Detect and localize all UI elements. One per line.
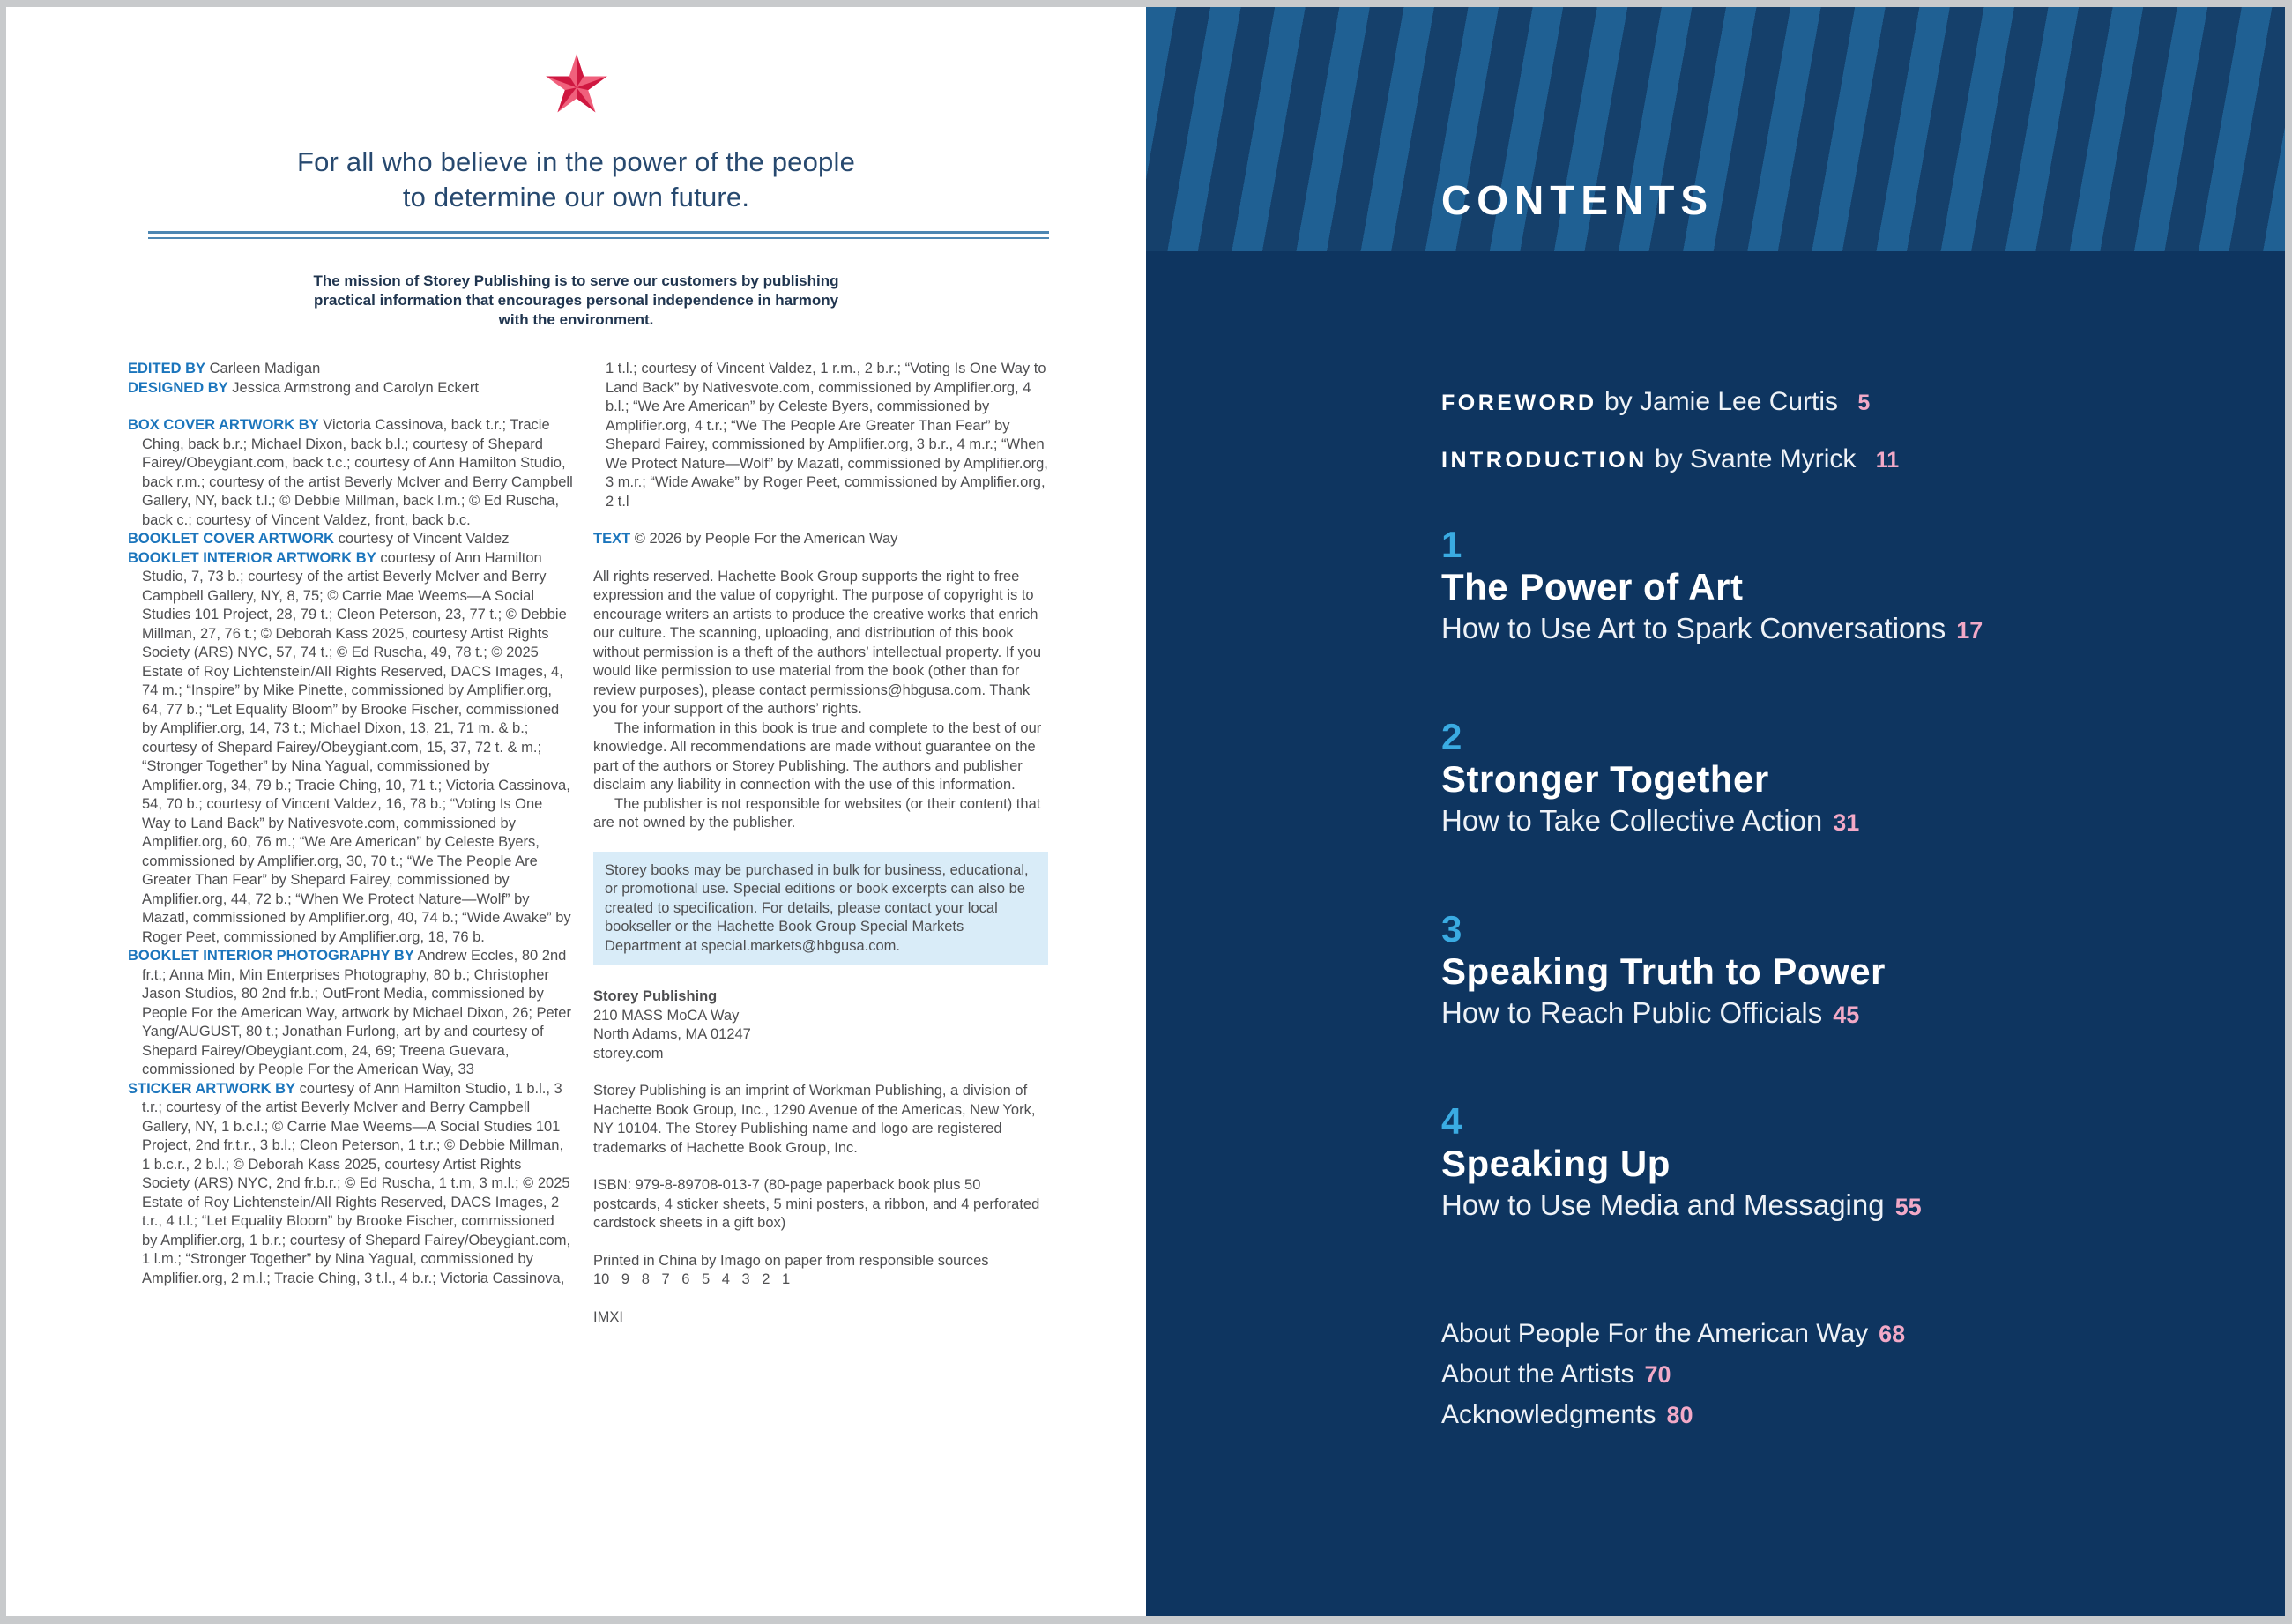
- toc-chapter-3: [1441, 910, 2252, 1033]
- toc-entry-label: INTRODUCTION: [1441, 448, 1648, 473]
- publisher-address: [593, 987, 1048, 1063]
- toc-page-number: 31: [1833, 809, 1860, 836]
- credits-column-right: [593, 360, 1048, 1327]
- toc-chapters: [1441, 525, 2252, 1225]
- credit-label: BOX COVER ARTWORK BY: [128, 417, 319, 433]
- toc-entry-byline: by Svante Myrick: [1655, 444, 1857, 473]
- chapter-title: Speaking Truth to Power: [1441, 950, 1886, 992]
- credit-label: STICKER ARTWORK BY: [128, 1080, 296, 1097]
- toc-page-number: 17: [1956, 617, 1983, 644]
- bulk-purchase-note: [593, 852, 1048, 966]
- toc-entry-label: About People For the American Way: [1441, 1319, 1869, 1348]
- toc-entry-label: FOREWORD: [1441, 391, 1597, 415]
- printed-line: Printed in China by Imago on paper from responsible sources: [593, 1252, 989, 1269]
- credit-label: BOOKLET INTERIOR ARTWORK BY: [128, 549, 376, 566]
- book-spread: [6, 7, 2285, 1616]
- credit-continuation: 1 t.l.; courtesy of Vincent Valdez, 1 r.m., 2 b.r.; “Voting Is One Way to Land Back” by Nativesvote.com, commissioned by Amplifier.org, 4 b.l.; “We Are American” by Celeste Byers, commissioned by Amplifier.org, 4 t.r.; “We The People Are Greater Than Fear” by Shepard Fairey, commissioned by Amplifier.org, 3 b.r., 4 m.r.; “When We Protect Nature—Wolf” by Mazatl, commissioned by Amplifier.org, 3 m.r.; “Wide Awake” by Roger Peet, commissioned by Amplifier.org, 2 t.l: [606, 361, 1048, 510]
- publisher-website: storey.com: [593, 1045, 664, 1062]
- spacer: [128, 398, 573, 416]
- toc-foreword: [1441, 386, 2252, 419]
- dedication-line-1: For all who believe in the power of the people: [296, 146, 856, 177]
- toc-page-number: 68: [1879, 1321, 1906, 1347]
- toc-backmatter: [1441, 1314, 2252, 1435]
- chapter-subtitle-row: [1441, 995, 2252, 1033]
- credit-text: courtesy of Ann Hamilton Studio, 1 b.l., 3 t.r.; courtesy of the artist Beverly McIver and Berry Campbell Gallery, NY, 1 b.c.l.; © Carrie Mae Weems—A Social Studies 101 Project, 2nd fr.t.r., 3 b.l.; Cleon Peterson, 1 t.r.; © Debbie Millman, 1 b.c.r., 2 b.l.; © Deborah Kass 2025, courtesy Artist Rights Society (ARS) NYC, 2nd fr.b.r.; © Ed Ruscha, 1 t.m, 3 m.l.; © 2025 Estate of Roy Lichtenstein/All Rights Reserved, DACS Images, 2 t.r., 4 t.l.; “Let Equality Bloom” by Brooke Fischer, commissioned by Amplifier.org, 1 b.r.; courtesy of Shepard Fairey/Obeygiant.com, 1 l.m.; “Stronger Together” by Nina Yagual, commissioned by Amplifier.org, 2 m.l.; Tracie Ching, 3 t.l., 4 b.r.; Victoria Cassinova,: [142, 1080, 571, 1286]
- chapter-subtitle: How to Use Art to Spark Conversations: [1441, 612, 1946, 644]
- stripes-banner: [1146, 7, 2285, 251]
- mission-statement: The mission of Storey Publishing is to serve our customers by publishing practical information that encourages personal independence in harmony with the environment.: [313, 272, 839, 328]
- credit-sticker-artwork: [128, 1080, 573, 1289]
- credit-text: Jessica Armstrong and Carolyn Eckert: [232, 379, 479, 396]
- rights-paragraph-2: The information in this book is true and complete to the best of our knowledge. All recommendations are made without guarantee on the part of the authors or Storey Publishing. The authors and publisher disclaim any liability in connection with the use of this information.: [593, 719, 1042, 793]
- credits-column-left: [128, 360, 573, 1288]
- dedication: [6, 145, 1146, 215]
- credit-text: © 2026 by People For the American Way: [634, 531, 898, 547]
- credit-designed-by: [128, 379, 573, 399]
- toc-chapter-4: [1441, 1102, 2252, 1225]
- copyright-page: [6, 7, 1146, 1616]
- chapter-subtitle: How to Take Collective Action: [1441, 804, 1823, 837]
- chapter-subtitle-row: [1441, 802, 2252, 841]
- publisher-name: Storey Publishing: [593, 988, 718, 1004]
- printer-code: IMXI: [593, 1308, 623, 1325]
- toc-page-number: 70: [1644, 1361, 1671, 1388]
- chapter-subtitle: How to Use Media and Messaging: [1441, 1188, 1885, 1221]
- credit-booklet-cover-artwork: [128, 530, 573, 549]
- star-icon: [543, 51, 610, 125]
- toc-page-number: 5: [1857, 391, 1871, 415]
- credit-label: DESIGNED BY: [128, 379, 228, 396]
- bulk-purchase-text: Storey books may be purchased in bulk for business, educational, or promotional use. Special editions or book excerpts can also be created to specification. For details, please contact your local bookseller or the Hachette Book Group Special Markets Department at special.markets@hbgusa.com.: [605, 861, 1029, 954]
- toc-page-number: 45: [1833, 1002, 1860, 1028]
- toc-introduction: [1441, 443, 2252, 476]
- credit-text: Victoria Cassinova, back t.r.; Tracie Ching, back b.r.; Michael Dixon, back b.l.; courtesy of Shepard Fairey/Obeygiant.com, back t.c.; courtesy of Ann Hamilton Studio, back r.m.; courtesy of the artist Beverly McIver and Berry Campbell Gallery, NY, back t.l.; © Debbie Millman, back l.m.; © Ed Ruscha, back c.; courtesy of Vincent Valdez, front, back b.c.: [142, 417, 573, 528]
- chapter-subtitle: How to Reach Public Officials: [1441, 996, 1823, 1029]
- table-of-contents: [1441, 386, 2252, 1435]
- chapter-number: 3: [1441, 908, 1462, 950]
- credit-label: BOOKLET INTERIOR PHOTOGRAPHY BY: [128, 948, 414, 964]
- chapter-number: 1: [1441, 524, 1462, 565]
- credit-box-cover-artwork: [128, 416, 573, 530]
- dedication-line-2: to determine our own future.: [402, 182, 750, 212]
- contents-page: [1146, 7, 2285, 1616]
- rights-paragraph-1: All rights reserved. Hachette Book Group supports the right to free expression and the value of copyright. The purpose of copyright is to encourage writers an artists to produce the creative works that enrich our culture. The scanning, uploading, and distribution of this book without permission is a theft of the authors’ intellectual property. If you would like permission to use material from the book (other than for review purposes), please contact permissions@hbgusa.com. Thank you for your support of the authors’ rights.: [593, 568, 1042, 717]
- address-line-1: 210 MASS MoCA Way: [593, 1007, 740, 1024]
- credit-text-copyright: [593, 530, 1048, 549]
- toc-acknowledgments: [1441, 1395, 2252, 1435]
- toc-about-artists: [1441, 1354, 2252, 1395]
- contents-title: CONTENTS: [1441, 177, 1714, 223]
- toc-about-pfaw: [1441, 1314, 2252, 1354]
- chapter-number: 2: [1441, 716, 1462, 757]
- chapter-subtitle-row: [1441, 1187, 2252, 1225]
- toc-entry-label: Acknowledgments: [1441, 1400, 1656, 1429]
- print-run-line: 10 9 8 7 6 5 4 3 2 1: [593, 1271, 791, 1287]
- toc-entry-label: About the Artists: [1441, 1360, 1634, 1389]
- isbn-line: ISBN: 979-8-89708-013-7 (80-page paperback book plus 50 postcards, 4 sticker sheets, 5 mini posters, a ribbon, and 4 perforated cardstock sheets in a gift box): [593, 1177, 1040, 1231]
- rights-paragraph-3: The publisher is not responsible for websites (or their content) that are not owned by the publisher.: [593, 795, 1041, 831]
- credit-booklet-interior-artwork: [128, 549, 573, 948]
- toc-entry-byline: by Jamie Lee Curtis: [1604, 387, 1839, 416]
- imprint-paragraph: Storey Publishing is an imprint of Workman Publishing, a division of Hachette Book Group, Inc., 1290 Avenue of the Americas, New York, NY 10104. The Storey Publishing name and logo are registered trademarks of Hachette Book Group, Inc.: [593, 1083, 1036, 1156]
- toc-chapter-1: [1441, 525, 2252, 649]
- credit-edited-by: [128, 360, 573, 379]
- toc-page-number: 80: [1666, 1402, 1693, 1428]
- divider-rule: [148, 231, 1049, 239]
- toc-page-number: 55: [1894, 1194, 1922, 1220]
- credit-label: TEXT: [593, 531, 631, 547]
- credit-label: BOOKLET COVER ARTWORK: [128, 531, 335, 547]
- credit-booklet-interior-photography: [128, 947, 573, 1080]
- chapter-title: Stronger Together: [1441, 758, 1769, 800]
- credit-text: courtesy of Vincent Valdez: [338, 531, 510, 547]
- chapter-title: Speaking Up: [1441, 1143, 1671, 1184]
- credit-text: Carleen Madigan: [209, 361, 321, 376]
- address-line-2: North Adams, MA 01247: [593, 1026, 751, 1042]
- credit-label: EDITED BY: [128, 361, 206, 376]
- credit-text: Andrew Eccles, 80 2nd fr.t.; Anna Min, Min Enterprises Photography, 80 b.; Christopher Jason Studios, 80 2nd fr.b.; OutFront Media, commissioned by People For the American Way, artwork by Michael Dixon, 26; Peter Yang/AUGUST, 80 t.; Jonathan Furlong, art by and courtesy of Shepard Fairey/Obeygiant.com, 24, 69; Treena Guevara, commissioned by People For the American Way, 33: [142, 948, 571, 1077]
- credit-text: courtesy of Ann Hamilton Studio, 7, 73 b.; courtesy of the artist Beverly McIver and Berry Campbell Gallery, NY, 8, 75; © Carrie Mae Weems—A Social Studies 101 Project, 28, 79 t.; Cleon Peterson, 23, 77 t.; © Debbie Millman, 27, 76 t.; © Deborah Kass 2025, courtesy Artist Rights Society (ARS) NYC, 57, 74 t.; © Ed Ruscha, 49, 78 t.; © 2025 Estate of Roy Lichtenstein/All Rights Reserved, DACS Images, 4, 74 m.; “Inspire” by Mike Pinette, commissioned by Amplifier.org, 64, 77 b.; “Let Equality Bloom” by Brooke Fischer, commissioned by Amplifier.org, 14, 73 t.; Michael Dixon, 13, 21, 71 m. & b.; courtesy of Shepard Fairey/Obeygiant.com, 15, 37, 72 t. & m.; “Stronger Together” by Nina Yagual, commissioned by Amplifier.org, 34, 79 b.; Tracie Ching, 10, 71 t.; Victoria Cassinova, 54, 70 b.; courtesy of Vincent Valdez, 16, 78 b.; “Voting Is One Way to Land Back” by Nativesvote.com, commissioned by Amplifier.org, 60, 76 m.; “We Are American” by Celeste Byers, commissioned by Amplifier.org, 30, 70 t.; “We The People Are Greater Than Fear” by Shepard Fairey, commissioned by Amplifier.org, 44, 72 b.; “When We Protect Nature—Wolf” by Mazatl, commissioned by Amplifier.org, 40, 74 b.; “Wide Awake” by Roger Peet, commissioned by Amplifier.org, 18, 76 b.: [142, 549, 571, 945]
- chapter-number: 4: [1441, 1100, 1462, 1142]
- toc-chapter-2: [1441, 718, 2252, 841]
- chapter-subtitle-row: [1441, 610, 2252, 649]
- toc-page-number: 11: [1875, 448, 1900, 473]
- chapter-title: The Power of Art: [1441, 566, 1744, 607]
